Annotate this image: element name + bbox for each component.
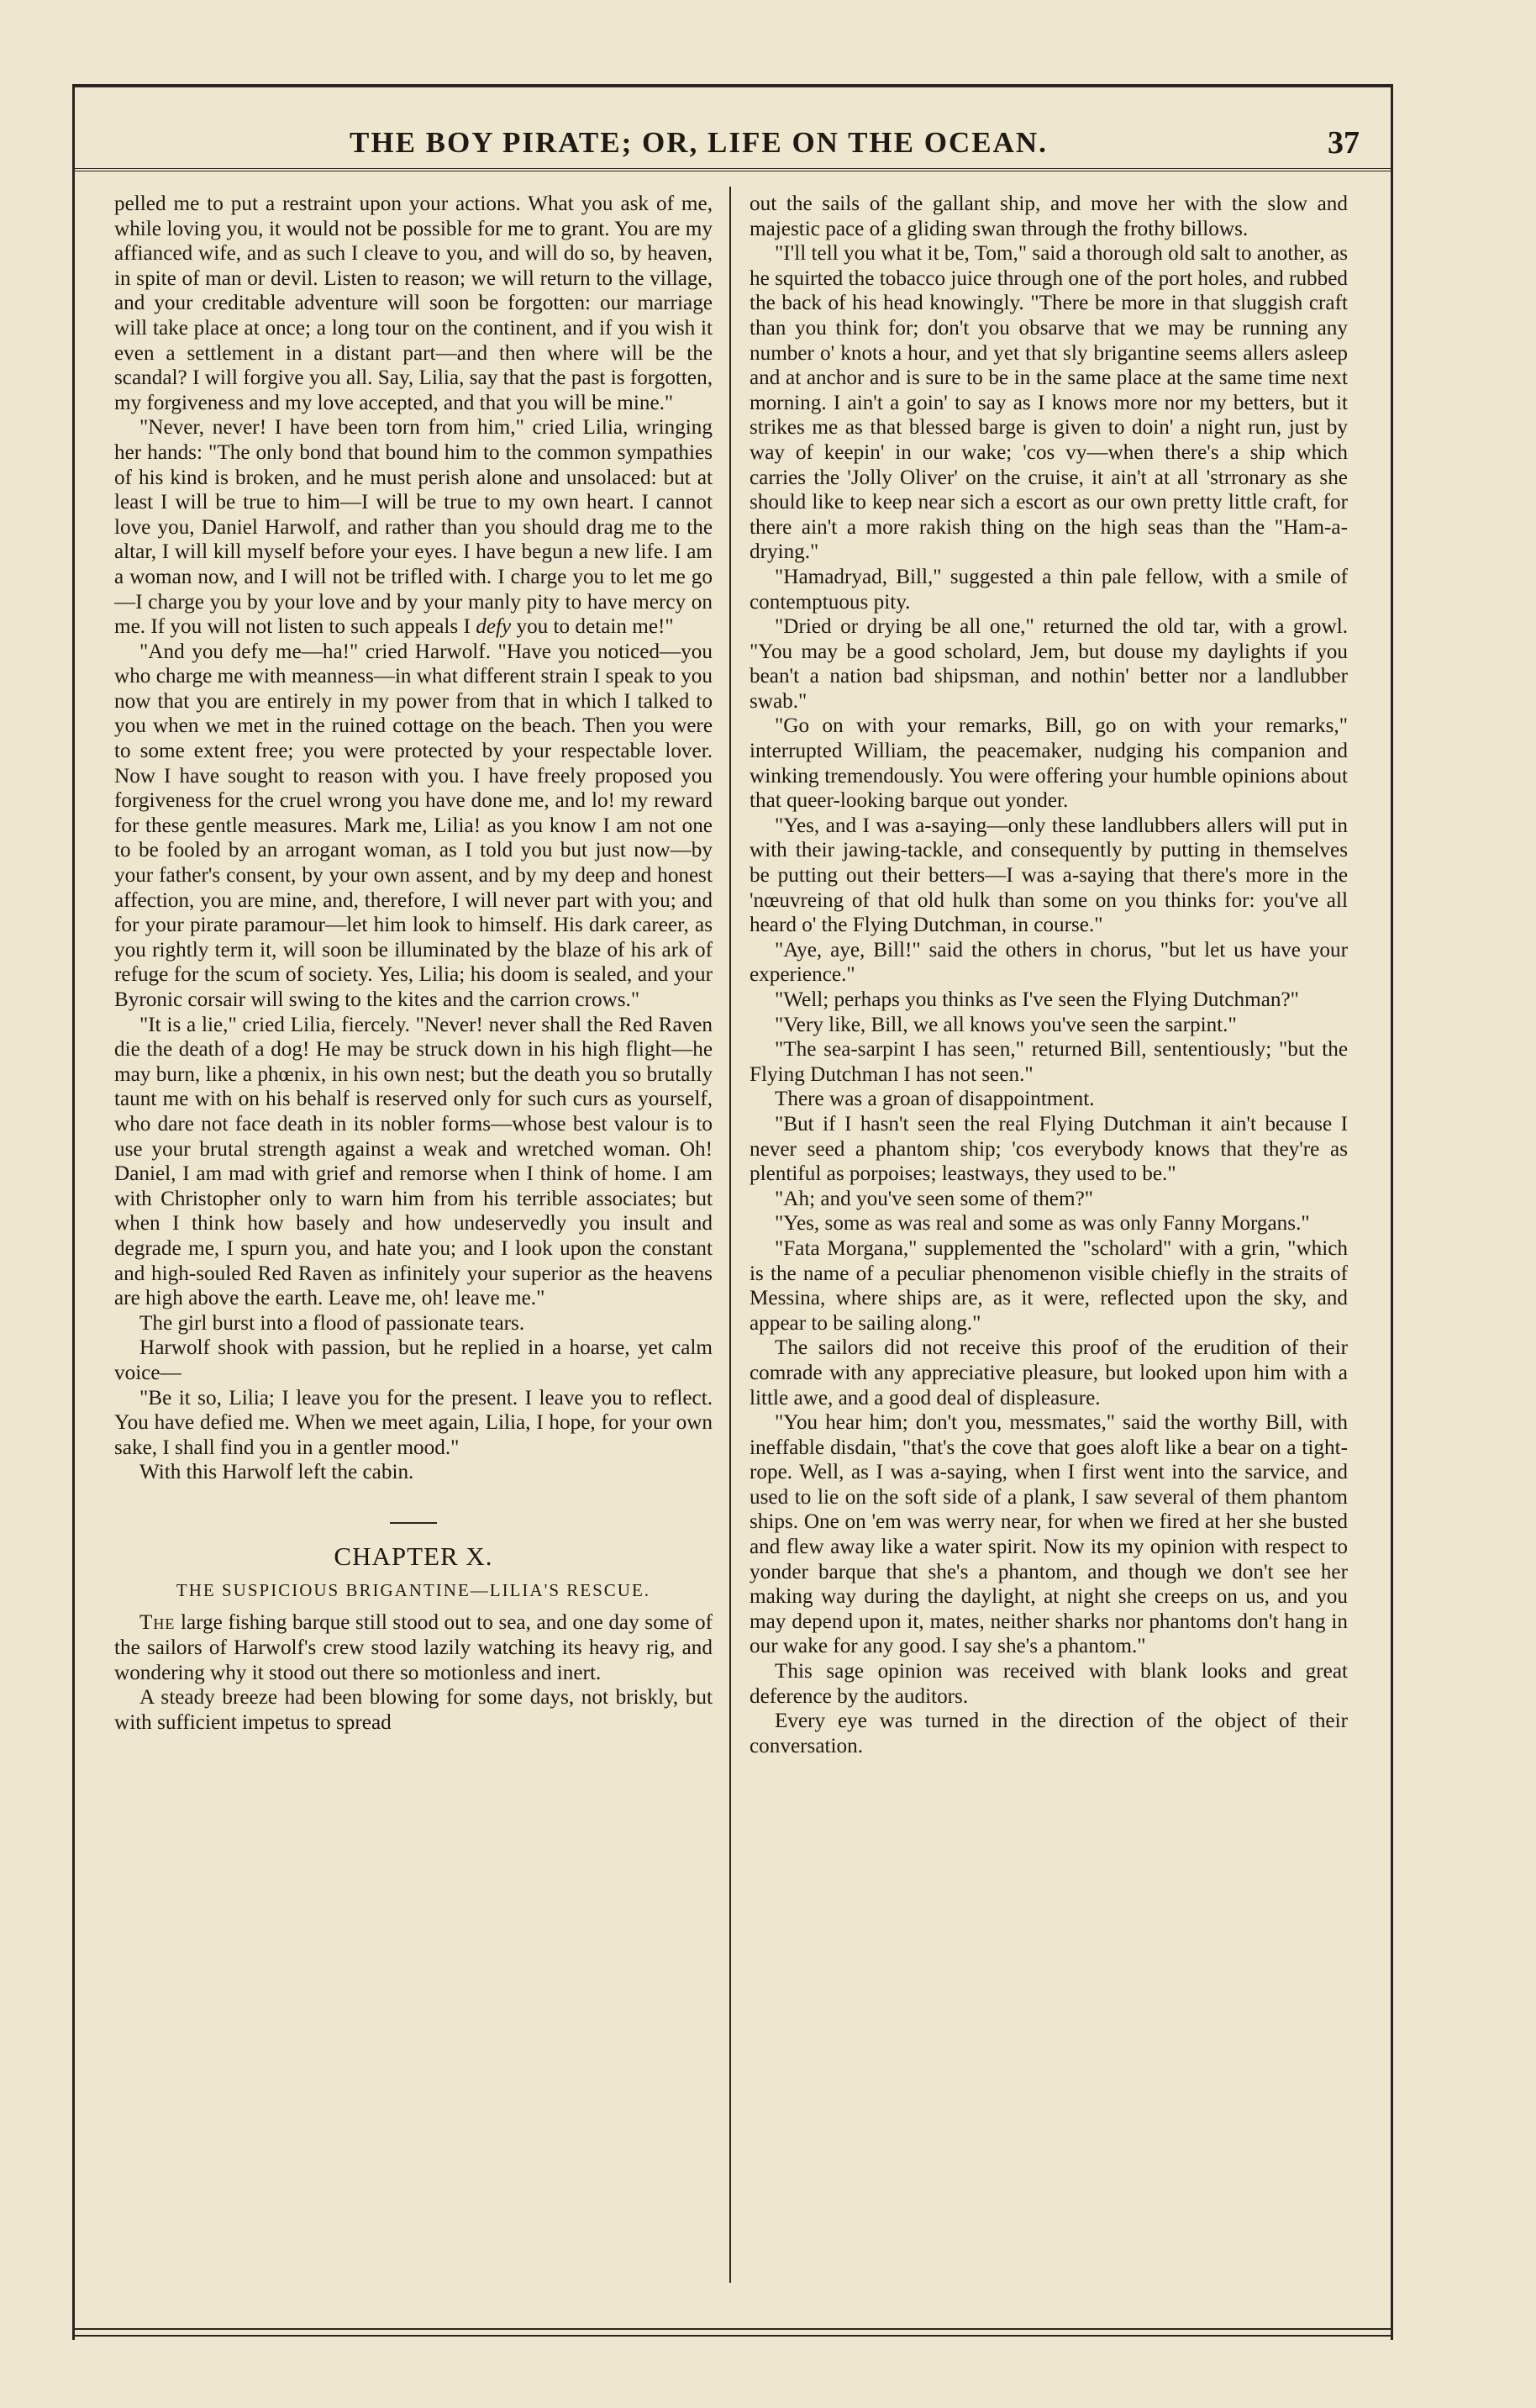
paragraph: A steady breeze had been blowing for some days, not briskly, but with sufficient impetus to spread bbox=[114, 1686, 713, 1734]
paragraph: "Yes, and I was a-saying—only these landlubbers allers will put in with their jawing-tackle, and consequently by putting in themselves be putting out their betters—I was a-saying that there's more in the 'nœuvreing of that old hulk than some on you thinks for: you've all heard o' the Flying Dutchman, in course." bbox=[750, 814, 1348, 937]
paragraph: out the sails of the gallant ship, and move her with the slow and majestic pace of a gliding swan through the frothy billows. bbox=[750, 192, 1348, 240]
paragraph bbox=[114, 415, 713, 639]
paragraph: There was a groan of disappointment. bbox=[775, 1088, 1095, 1111]
paragraph: This sage opinion was received with blank looks and great deference by the auditors. bbox=[750, 1660, 1348, 1708]
paragraph: Every eye was turned in the direction of the object of their conversation. bbox=[750, 1710, 1348, 1757]
paragraph: "Go on with your remarks, Bill, go on with your remarks," interrupted William, the peacemaker, nudging his companion and winking tremendously. You were offering your humble opinions about that queer-looking barque out yonder. bbox=[750, 714, 1348, 813]
paragraph: With this Harwolf left the cabin. bbox=[139, 1461, 414, 1484]
paragraph: "Hamadryad, Bill," suggested a thin pale fellow, with a smile of contemptuous pity. bbox=[750, 565, 1348, 614]
paragraph: pelled me to put a restraint upon your actions. What you ask of me, while loving you, it would not be possible for me to grant. You are my affianced wife, and as such I cleave to you, and will do so, by heaven, in spite of man or devil. Listen to reason; we will return to the village, and your creditable adventure will soon be forgotten: our marriage will take place at once; a long tour on the continent, and if you wish it even a settlement in a distant part—and then where will be the scandal? I will forgive you all. Say, Lilia, say that the past is forgotten, my forgiveness and my love accepted, and that you will be mine." bbox=[114, 192, 713, 414]
paragraph: "Aye, aye, Bill!" said the others in chorus, "but let us have your experience." bbox=[750, 938, 1348, 987]
bottom-rule bbox=[72, 2328, 1393, 2337]
right-column bbox=[750, 192, 1348, 2276]
page-number: 37 bbox=[1328, 125, 1360, 161]
paragraph: "The sea-sarpint I has seen," returned Bill, sententiously; "but the Flying Dutchman I has not seen." bbox=[750, 1038, 1348, 1086]
paragraph: "Fata Morgana," supplemented the "scholard" with a grin, "which is the name of a peculiar phenomenon visible chiefly in the straits of Messina, where ships are, as it were, reflected upon the sky, and appear to be sailing along." bbox=[750, 1236, 1348, 1335]
paragraph: "You hear him; don't you, messmates," said the worthy Bill, with ineffable disdain, "that's the cove that goes aloft like a bear on a tight-rope. Well, as I was a-saying, when I first went into the sarvice, and used to lie on the soft side of a plank, I saw several of them phantom ships. One on 'em was werry near, for when we fired at her she busted and flew away like a water spirit. Now its my opinion with respect to yonder barque that she's a phantom, and though we don't see her making way during the daylight, at night she creeps on us, and you may depend upon it, mates, neither sharks nor phantoms don't hang in our wake for any good. I say she's a phantom." bbox=[750, 1411, 1348, 1658]
running-title: THE BOY PIRATE; OR, LIFE ON THE OCEAN. bbox=[350, 126, 1048, 159]
left-column bbox=[114, 192, 713, 2276]
paragraph: "Very like, Bill, we all knows you've seen the sarpint." bbox=[775, 1013, 1237, 1036]
paragraph: "Well; perhaps you thinks as I've seen the Flying Dutchman?" bbox=[775, 988, 1299, 1011]
paragraph bbox=[114, 1610, 713, 1685]
section-divider bbox=[390, 1522, 437, 1524]
paragraph: The sailors did not receive this proof of the erudition of their comrade with any appreciative pleasure, but looked upon him with a little awe, and a good deal of displeasure. bbox=[750, 1336, 1348, 1409]
paragraph: "And you defy me—ha!" cried Harwolf. "Have you noticed—you who charge me with meanness—in what different strain I speak to you now that you are entirely in my power from that in which I talked to you when we met in the ruined cottage on the beach. Then you were to some extent free; you were protected by your respectable lover. Now I have sought to reason with you. I have freely proposed you forgiveness for the cruel wrong you have done me, and lo! my reward for these gentle measures. Mark me, Lilia! as you know I am not one to be fooled by an arrogant woman, as I told you but just now—by your father's consent, by your own assent, and by my deep and honest affection, you are mine, and, therefore, I will never part with you; and for your pirate paramour—let him look to himself. His dark career, as you rightly term it, will soon be illuminated by the blaze of his ark of refuge for the scum of society. Yes, Lilia; his doom is sealed, and your Byronic corsair will swing to the kites and the carrion crows." bbox=[114, 640, 713, 1011]
dropcap-word: The bbox=[139, 1611, 176, 1635]
page-header bbox=[72, 118, 1393, 171]
column-divider bbox=[729, 187, 731, 2283]
paragraph-text: large fishing barque still stood out to sea, and one day some of the sailors of Harwolf's crew stood lazily watching its heavy rig, and wondering why it stood out there so motionless and inert. bbox=[114, 1611, 713, 1684]
paragraph: "But if I hasn't seen the real Flying Dutchman it ain't because I never seed a phantom ship; 'cos everybody knows that they're as plentiful as porpoises; leastways, they used to be." bbox=[750, 1112, 1348, 1186]
paragraph: "It is a lie," cried Lilia, fiercely. "Never! never shall the Red Raven die the death of a dog! He may be struck down in his high flight—he may burn, like a phœnix, in his own nest; but the death you so brutally taunt me with on his behalf is reserved only for such curs as yourself, who dare not face death in its nobler forms—whose best valour is to use your brutal strength against a weak and wretched woman. Oh! Daniel, I am mad with grief and remorse when I think of home. I am with Christopher only to warn him from his terrible associates; but when I think how basely and how undeservedly you insult and degrade me, I spurn you, and hate you; and I look upon the constant and high-souled Red Raven as infinitely your superior as the heavens are high above the earth. Leave me, oh! leave me." bbox=[114, 1013, 713, 1310]
paragraph: The girl burst into a flood of passionate tears. bbox=[139, 1311, 525, 1335]
chapter-title: CHAPTER X. bbox=[334, 1541, 493, 1571]
paragraph: "Yes, some as was real and some as was only Fanny Morgans." bbox=[775, 1212, 1310, 1236]
paragraph-text: "Never, never! I have been torn from him," cried Lilia, wringing her hands: "The only bond that bound him to the common sympathies of his kind is broken, and he must perish alone and unsolaced: but at least I will be true to him—I will be true to my own heart. I cannot love you, Daniel Harwolf, and rather than you should drag me to the altar, I will kill myself before your eyes. I have begun a new life. I am a woman now, and I will not be trifled with. I charge you to let me go—I charge you by your love and by your manly pity to have mercy on me. If you will not listen to such appeals I bbox=[114, 416, 713, 639]
paragraph: "Ah; and you've seen some of them?" bbox=[775, 1187, 1094, 1210]
chapter-subtitle: THE SUSPICIOUS BRIGANTINE—LILIA'S RESCUE. bbox=[176, 1580, 651, 1601]
italic-word: defy bbox=[476, 615, 512, 639]
paragraph-tail: you to detain me!" bbox=[511, 615, 674, 639]
paragraph: "I'll tell you what it be, Tom," said a thorough old salt to another, as he squirted the tobacco juice through one of the port holes, and rubbed the back of his head knowingly. "There be more in that sluggish craft than you think for; don't you obsarve that we may be running any number o' knots a hour, and yet that sly brigantine seems allers asleep and at anchor and is sure to be in the same place at the same time next morning. I ain't a goin' to say as I knows more nor my betters, but it strikes me as that blessed barge is given to doin' a night run, just by way of keepin' in our wake; 'cos vy—when there's a ship which carries the 'Jolly Oliver' on the cruise, it ain't at all 'strronary as she should like to keep near sich a escort as our own pretty little craft, for there ain't a more rakish thing on the high seas than the "Ham-a-drying." bbox=[750, 242, 1348, 564]
paragraph: "Be it so, Lilia; I leave you for the present. I leave you to reflect. You have defied me. When we meet again, Lilia, I hope, for your own sake, I shall find you in a gentler mood." bbox=[114, 1386, 713, 1459]
paragraph: Harwolf shook with passion, but he replied in a hoarse, yet calm voice— bbox=[114, 1336, 713, 1384]
paragraph: "Dried or drying be all one," returned the old tar, with a growl. "You may be a good scholard, Jem, but douse my daylights if you bean't a nation bad shipsman, and nothin' better nor a landlubber swab." bbox=[750, 615, 1348, 713]
